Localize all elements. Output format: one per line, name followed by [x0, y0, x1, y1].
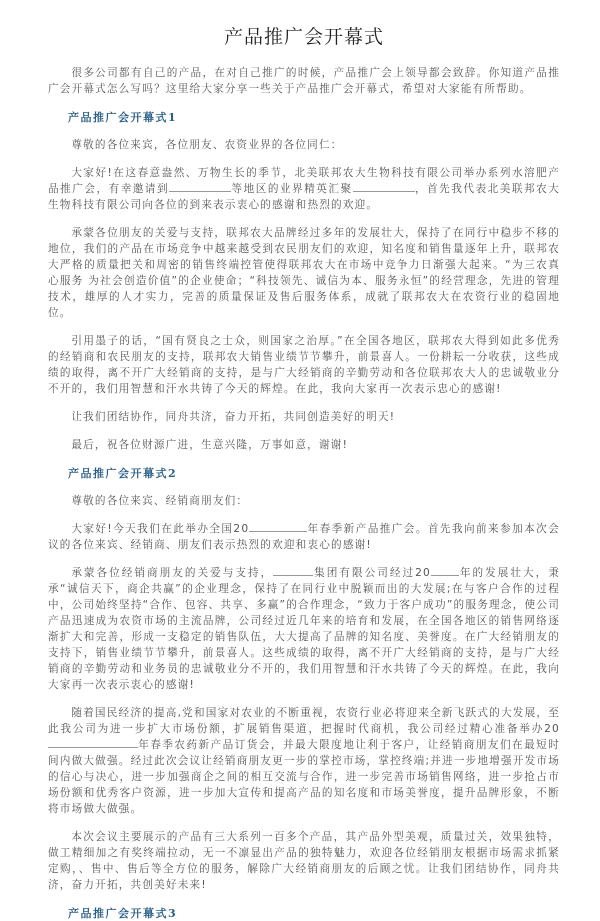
text: 随着国民经济的提高,党和国家对农业的不断重视，农资行业必将迎来全新飞跃式的大发展，至此我公司为进一步扩大市场份额，扩展销售渠道，把握时代商机，我公司经过精心准备举办20: [48, 707, 560, 735]
text: 承蒙各位经销商朋友的关爱与支持，: [71, 567, 274, 579]
paragraph: 承蒙各位朋友的关爱与支持，联邦农大品牌经过多年的发展壮大，保持了在同行中稳步不移的地位，我们的产品在市场竞争中越来越受到农民朋友们的欢迎，知名度和销售量逐年上升，联邦农大严格的质量把关和周密的销售终端控管使得联邦农大在市场中竞争力日渐强大起来。“为三农真心服务 为社会创造价值”的企业使命；“科技领先、诚信为本、服务永恒”的经营理念，先进的管理技术，雄厚的人才实力，完善的质量保证及售后服务体系，成就了联邦农大在农资行业的稳固地位。: [48, 227, 560, 319]
paragraph: [48, 521, 560, 553]
paragraph: [48, 165, 560, 213]
fill-blank: [169, 181, 231, 192]
paragraph: [48, 565, 560, 693]
text: 等地区的业界精英汇聚: [231, 183, 353, 195]
text: 年春季农药新产品订货会，并最大限度地让利于客户，让经销商朋友们在最短时间内做大做强。经过此次会议让经销商朋友更一步的掌控市场，掌控终端;并进一步地增强开发市场的信心与决心，进一步加强商企之间的相互交流与合作，进一步完善市场销售网络，进一步抢占市场份额和优秀客户资源，进一步加大宣传和提高产品的知名度和市场美誉度，提升品牌形象，不断将市场做大做强。: [48, 739, 560, 815]
greeting: 尊敬的各位来宾、经销商朋友们：: [71, 495, 249, 507]
text: 大家好!今天我们在此举办全国20: [71, 523, 250, 535]
document-title: 产品推广会开幕式: [223, 26, 384, 48]
text: ，首先我代表北美联邦农大生物科技有限公司向各位的到来表示衷心的感谢和热烈的欢迎。: [48, 183, 561, 211]
greeting: 尊敬的各位来宾，各位朋友、农资业界的各位同仁：: [71, 139, 343, 151]
section-heading-3: 产品推广会开幕式3: [68, 907, 178, 920]
text: 年春季新产品推广会。首先我向前来参加本次会议的各位来宾、经销商、朋友们表示热烈的欢迎和衷心的感谢!: [48, 523, 560, 551]
text: 年的发展壮大，秉承“诚信天下，商企共赢”的企业理念，保持了在同行业中脱颖而出的大发展;在与客户合作的过程中，公司始终坚持“合作、包容、共享、多赢”的合作理念，“致力于客户成功”的服务理念，使公司产品迅速成为农资市场的主流品牌，公司经过近几年来的培育和发展，在全国各地区的销售网络逐渐扩大和完善，形成一支稳定的销售队伍，大大提高了品牌的知名度、美誉度。在广大经销朋友的支持下，销售业绩节节攀升，前景喜人。这些成绩的取得，离不开广大经销商的支持，是与广大经销商的辛勤劳动和业务员的忠诚敬业分不开的，我们用智慧和汗水共铸了今天的辉煌。在此，我向大家再一次表示衷心的感谢!: [48, 567, 560, 691]
fill-blank: [48, 737, 138, 748]
section-heading-2: 产品推广会开幕式2: [68, 467, 178, 480]
paragraph: 最后，祝各位财源广进，生意兴隆，万事如意，谢谢!: [71, 439, 349, 451]
paragraph: 引用墨子的话，“国有贤良之士众，则国家之治厚。”在全国各地区，联邦农大得到如此多优秀的经销商和农民朋友的支持，联邦农大销售业绩节节攀升，前景喜人。一份耕耘一分收获，这些成绩的取得，离不开广大经销商的支持，是与广大经销商的辛勤劳动和各位联邦农大人的忠诚敬业分不开的，我们用智慧和汗水共铸了今天的辉煌。在此，我向大家再一次表示忠心的感谢!: [48, 335, 560, 395]
fill-blank: [353, 181, 415, 192]
paragraph: 本次会议主要展示的产品有三大系列一百多个产品，其产品外型美观，质量过关，效果独特，做工精细加之有奖终端拉动，无一不凛显出产品的独特魅力，欢迎各位经销朋友根据市场需求抓紧定购，、售中、售后等全方位的服务，解除广大经销商朋友的后顾之忧。让我们团结协作，同舟共济，奋力开拓，共创美好未来!: [48, 831, 560, 891]
paragraph: 让我们团结协作，同舟共济，奋力开拓，共同创造美好的明天!: [71, 411, 396, 423]
text: 集团有限公司经过20: [313, 567, 431, 579]
fill-blank: [273, 565, 313, 576]
fill-blank: [249, 521, 307, 532]
section-heading-1: 产品推广会开幕式1: [68, 111, 178, 124]
text: 大家好!在这春意盎然、万物生长的季节，北美联邦农大生物科技有限公司举办系列水溶肥产品推广会，有幸邀请到: [48, 167, 560, 195]
fill-blank: [431, 565, 459, 576]
intro-paragraph: 很多公司都有自己的产品，在对自己推广的时候，产品推广会上领导都会致辞。你知道产品推广会开幕式怎么写吗？这里给大家分享一些关于产品推广会开幕式，希望对大家能有所帮助。: [48, 67, 560, 95]
paragraph: [48, 705, 560, 817]
